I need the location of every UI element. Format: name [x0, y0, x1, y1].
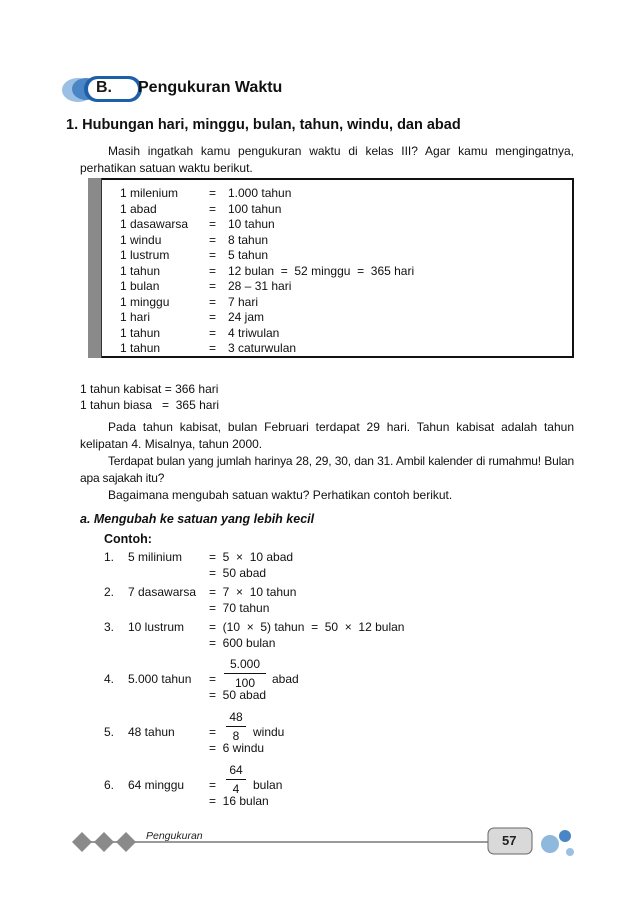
units-box-sidebar	[88, 178, 102, 358]
example-6-numerator: 64	[229, 763, 243, 777]
subheading: 1. Hubungan hari, minggu, bulan, tahun, windu, dan abad	[66, 117, 461, 133]
section-title: Pengukuran Waktu	[138, 79, 283, 96]
unit-value: 28 – 31 hari	[228, 279, 292, 293]
example-5-numerator: 48	[229, 710, 243, 724]
section-letter: B.	[96, 79, 112, 96]
unit-equals: =	[209, 201, 217, 216]
example-6-line2: = 16 bulan	[209, 794, 269, 808]
example-5-num: 5.	[104, 725, 115, 739]
unit-value: 4 triwulan	[228, 325, 280, 340]
unit-value: 10 tahun	[228, 217, 275, 231]
unit-equals: =	[209, 325, 217, 340]
unit-name: 1 minggu	[120, 294, 170, 309]
example-1-expr: 5 milinium	[128, 550, 183, 564]
intro-paragraph: Masih ingatkah kamu pengukuran waktu di kelas III? Agar kamu mengingatnya, perhatikan satuan waktu berikut.	[80, 144, 574, 175]
example-4-expr: 5.000 tahun	[128, 672, 192, 686]
unit-equals: =	[209, 232, 217, 247]
unit-name: 1 tahun	[120, 341, 161, 355]
unit-equals: =	[209, 263, 217, 278]
example-3-line1: = (10 × 5) tahun = 50 × 12 bulan	[209, 620, 405, 634]
unit-name: 1 dasawarsa	[120, 217, 189, 231]
example-3-line2: = 600 bulan	[209, 636, 276, 650]
example-4-line2: = 50 abad	[209, 688, 267, 702]
example-4-denominator: 100	[234, 676, 256, 690]
unit-value: 24 jam	[228, 310, 265, 324]
example-4-unit: abad	[272, 672, 299, 686]
unit-value: 7 hari	[228, 294, 259, 309]
leap-year-line: 1 tahun kabisat = 366 hari	[80, 382, 219, 396]
page-number: 57	[502, 833, 517, 848]
example-4-num: 4.	[104, 672, 115, 686]
convert-paragraph: Bagaimana mengubah satuan waktu? Perhatikan contoh berikut.	[108, 488, 453, 502]
unit-equals: =	[209, 186, 217, 200]
unit-value: 12 bulan = 52 minggu = 365 hari	[228, 263, 415, 278]
example-1-line1: = 5 × 10 abad	[209, 550, 294, 564]
fraction-bar	[226, 779, 246, 780]
example-6-expr: 64 minggu	[128, 778, 185, 792]
example-2-expr: 7 dasawarsa	[128, 585, 197, 599]
example-5-unit: windu	[253, 725, 285, 739]
months-paragraph: Terdapat bulan yang jumlah harinya 28, 29, 30, dan 31. Ambil kalender di rumahmu! Bulan apa sajakah itu?	[80, 454, 574, 485]
footer-chapter-label: Pengukuran	[146, 830, 203, 842]
unit-value: 3 caturwulan	[228, 341, 297, 355]
unit-name: 1 lustrum	[120, 248, 170, 262]
example-4-numerator: 5.000	[229, 657, 261, 671]
example-1-line2: = 50 abad	[209, 566, 267, 580]
example-4-eq: =	[209, 672, 217, 686]
example-5-line2: = 6 windu	[209, 741, 265, 755]
subsection-a-title: a. Mengubah ke satuan yang lebih kecil	[80, 512, 315, 526]
unit-name: 1 milenium	[120, 186, 179, 200]
unit-equals: =	[209, 310, 217, 324]
diamond-icons	[72, 832, 136, 852]
example-5-denominator: 8	[232, 729, 240, 743]
example-5-eq: =	[209, 725, 217, 739]
example-5-expr: 48 tahun	[128, 725, 175, 739]
example-6-num: 6.	[104, 778, 115, 792]
unit-equals: =	[209, 294, 217, 309]
example-6-fraction	[226, 763, 246, 796]
unit-value: 1.000 tahun	[228, 186, 292, 200]
example-3-num: 3.	[104, 620, 115, 634]
example-3-expr: 10 lustrum	[128, 620, 185, 634]
example-6-eq: =	[209, 778, 217, 792]
example-6-denominator: 4	[232, 782, 240, 796]
example-2-line2: = 70 tahun	[209, 601, 270, 615]
unit-name: 1 abad	[120, 201, 157, 216]
unit-equals: =	[209, 341, 217, 355]
unit-value: 8 tahun	[228, 232, 269, 247]
kabisat-paragraph: Pada tahun kabisat, bulan Februari terdapat 29 hari. Tahun kabisat adalah tahun kelipatan 4. Misalnya, tahun 2000.	[80, 420, 574, 451]
unit-equals: =	[209, 279, 217, 293]
example-1-num: 1.	[104, 550, 115, 564]
example-4-fraction	[224, 657, 266, 690]
fraction-bar	[224, 673, 266, 674]
example-2-num: 2.	[104, 585, 115, 599]
unit-name: 1 windu	[120, 232, 162, 247]
unit-name: 1 hari	[120, 310, 151, 324]
unit-value: 5 tahun	[228, 248, 269, 262]
unit-name: 1 tahun	[120, 325, 161, 340]
example-6-unit: bulan	[253, 778, 283, 792]
example-2-line1: = 7 × 10 tahun	[209, 585, 297, 599]
fraction-bar	[226, 726, 246, 727]
unit-equals: =	[209, 217, 217, 231]
unit-name: 1 bulan	[120, 279, 160, 293]
unit-equals: =	[209, 248, 217, 262]
unit-value: 100 tahun	[228, 201, 282, 216]
example-5-fraction	[226, 710, 246, 743]
unit-name: 1 tahun	[120, 263, 161, 278]
normal-year-line: 1 tahun biasa = 365 hari	[80, 398, 220, 412]
contoh-label: Contoh:	[104, 532, 152, 546]
